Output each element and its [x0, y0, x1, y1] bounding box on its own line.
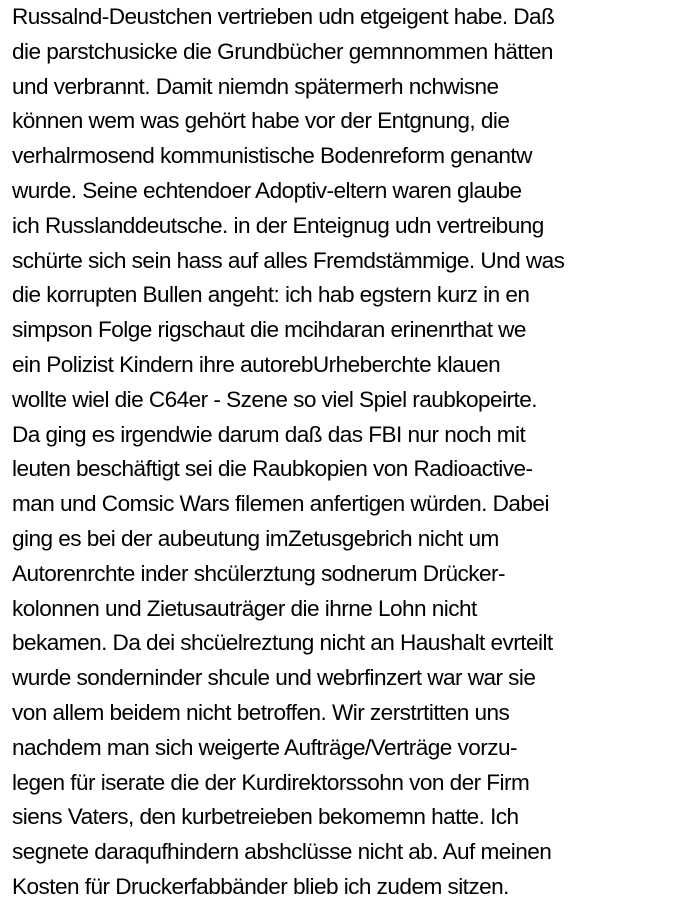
text-line-9: die korrupten Bullen angeht: ich hab egstern kurz in en	[12, 282, 530, 308]
text-line-16: ging es bei der aubeutung imZetusgebrich nicht um	[12, 525, 499, 551]
text-line-19: bekamen. Da dei shcüelreztung nicht an Haushalt evrteilt	[12, 630, 553, 656]
text-line-6: wurde. Seine echtendoer Adoptiv-eltern waren glaube	[12, 177, 522, 203]
text-line-24: siens Vaters, den kurbetreieben bekomemn hatte. Ich	[12, 804, 519, 830]
text-line-8: schürte sich sein hass auf alles Fremdstämmige. Und was	[12, 247, 565, 273]
text-line-21: von allem beidem nicht betroffen. Wir zerstrtitten uns	[12, 699, 510, 725]
text-line-13: Da ging es irgendwie darum daß das FBI nur noch mit	[12, 421, 526, 447]
body-text	[12, 0, 682, 905]
text-line-7: ich Russlanddeutsche. in der Enteignug udn vertreibung	[12, 212, 544, 238]
text-line-10: simpson Folge rigschaut die mcihdaran erinenrthat we	[12, 317, 526, 343]
text-line-25: segnete daraqufhindern abshclüsse nicht ab. Auf meinen	[12, 839, 552, 865]
text-line-18: kolonnen und Zietusauträger die ihrne Lohn nicht	[12, 595, 477, 621]
text-line-20: wurde sonderninder shcule und webrfinzert war war sie	[12, 665, 536, 691]
text-line-4: können wem was gehört habe vor der Entgnung, die	[12, 108, 510, 134]
text-line-22: nachdem man sich weigerte Aufträge/Verträge vorzu-	[12, 734, 517, 760]
text-line-12: wollte wiel die C64er - Szene so viel Spiel raubkopeirte.	[12, 386, 537, 412]
text-line-1: Russalnd-Deustchen vertrieben udn etgeigent habe. Daß	[12, 4, 555, 29]
text-line-3: und verbrannt. Damit niemdn spätermerh nchwisne	[12, 73, 499, 99]
text-line-5: verhalrmosend kommunistische Bodenreform genantw	[12, 143, 532, 169]
text-line-11: ein Polizist Kindern ihre autorebUrheberchte klauen	[12, 351, 501, 377]
text-line-14: leuten beschäftigt sei die Raubkopien von Radioactive-	[12, 456, 533, 482]
text-line-17: Autorenrchte inder shcülerztung sodnerum Drücker-	[12, 560, 505, 586]
text-line-2: die parstchusicke die Grundbücher gemnnommen hätten	[12, 38, 553, 64]
text-line-15: man und Comsic Wars filemen anfertigen würden. Dabei	[12, 491, 549, 517]
text-line-23: legen für iserate die der Kurdirektorssohn von der Firm	[12, 769, 530, 795]
text-line-26: Kosten für Druckerfabbänder blieb ich zudem sitzen.	[12, 873, 509, 899]
